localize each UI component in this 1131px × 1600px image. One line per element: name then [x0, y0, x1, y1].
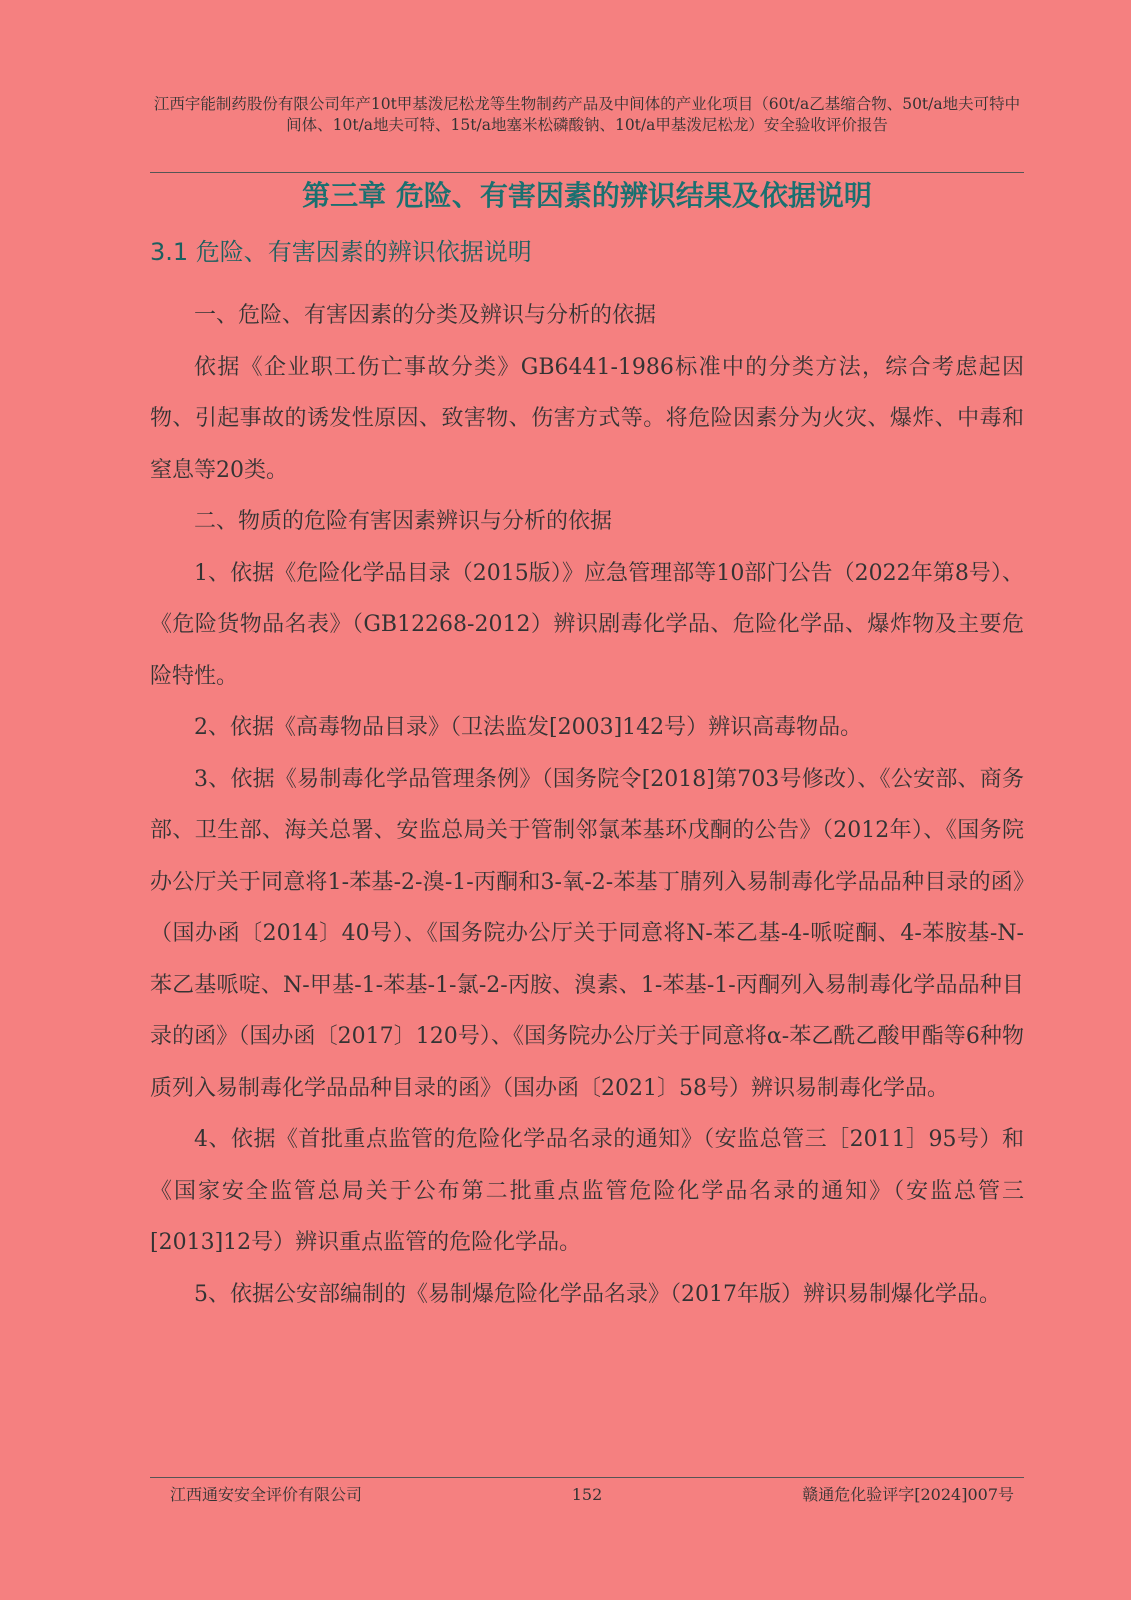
- body-text: [150, 290, 1024, 1320]
- paragraph: 5、依据公安部编制的《易制爆危险化学品名录》（2017年版）辨识易制爆化学品。: [194, 1281, 1001, 1307]
- paragraph: 3、依据《易制毒化学品管理条例》（国务院令[2018]第703号修改）、《公安部、商务部、卫生部、海关总署、安监总局关于管制邻氯苯基环戊酮的公告》（2012年）、《国务院办公厅关于同意将1-苯基-2-溴-1-丙酮和3-氧-2-苯基丁腈列入易制毒化学品品种目录的函》（国办函〔2014〕40号）、《国务院办公厅关于同意将N-苯乙基-4-哌啶酮、4-苯胺基-N-苯乙基哌啶、N-甲基-1-苯基-1-氯-2-丙胺、溴素、1-苯基-1-丙酮列入易制毒化学品品种目录的函》（国办函〔2017〕120号）、《国务院办公厅关于同意将α-苯乙酰乙酸甲酯等6种物质列入易制毒化学品品种目录的函》（国办函〔2021〕58号）辨识易制毒化学品。: [150, 766, 1024, 1101]
- page-header: 江西宇能制药股份有限公司年产10t甲基泼尼松龙等生物制药产品及中间体的产业化项目（60t/a乙基缩合物、50t/a地夫可特中间体、10t/a地夫可特、15t/a地塞米松磷酸钠、10t/a甲基泼尼松龙）安全验收评价报告: [153, 95, 1021, 134]
- page-number: 152: [571, 1485, 603, 1504]
- footer-divider: [150, 1477, 1024, 1478]
- paragraph: 4、依据《首批重点监管的危险化学品名录的通知》（安监总管三［2011］95号）和《国家安全监管总局关于公布第二批重点监管危险化学品名录的通知》（安监总管三[2013]12号）辨识重点监管的危险化学品。: [150, 1127, 1024, 1255]
- paragraph: 一、危险、有害因素的分类及辨识与分析的依据: [194, 303, 657, 328]
- section-title: 3.1 危险、有害因素的辨识依据说明: [150, 238, 532, 266]
- paragraph: 二、物质的危险有害因素辨识与分析的依据: [194, 509, 613, 534]
- chapter-title: 第三章 危险、有害因素的辨识结果及依据说明: [302, 179, 872, 212]
- document-number: 赣通危化验评字[2024]007号: [802, 1485, 1014, 1504]
- footer-company: 江西通安安全评价有限公司: [170, 1485, 363, 1504]
- header-divider: [150, 172, 1024, 173]
- paragraph: 依据《企业职工伤亡事故分类》GB6441-1986标准中的分类方法，综合考虑起因物、引起事故的诱发性原因、致害物、伤害方式等。将危险因素分为火灾、爆炸、中毒和窒息等20类。: [150, 354, 1024, 483]
- paragraph: 2、依据《高毒物品目录》（卫法监发[2003]142号）辨识高毒物品。: [194, 715, 863, 740]
- paragraph: 1、依据《危险化学品目录（2015版）》应急管理部等10部门公告（2022年第8号）、《危险货物品名表》（GB12268-2012）辨识剧毒化学品、危险化学品、爆炸物及主要危险特性。: [150, 560, 1024, 689]
- page-footer: [150, 1483, 1024, 1507]
